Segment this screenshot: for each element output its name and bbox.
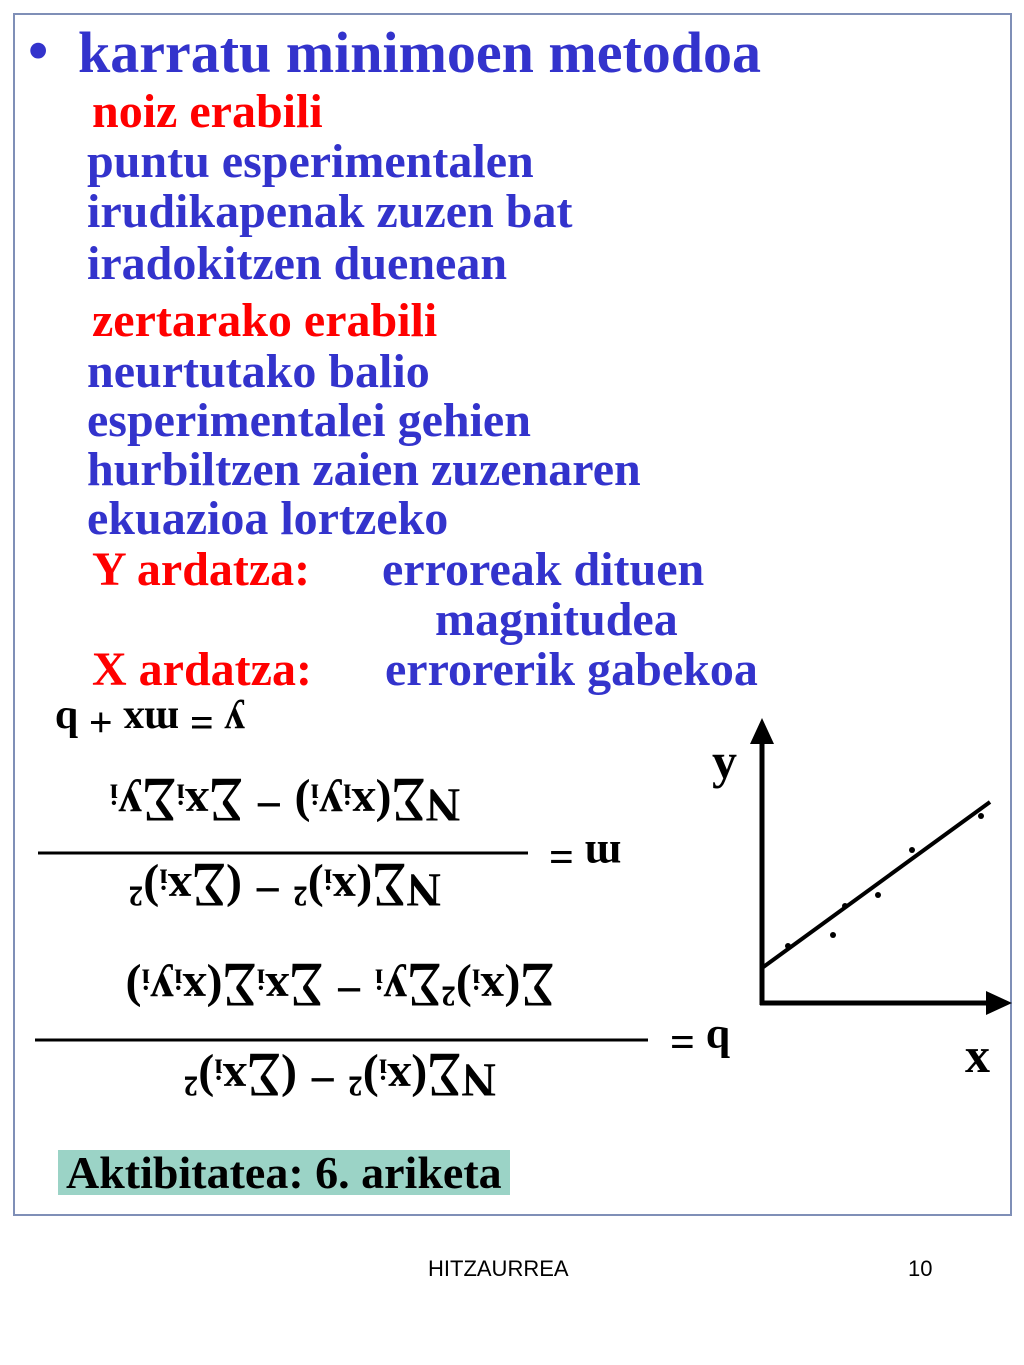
x-axis-label: X ardatza: [92,643,312,696]
activity-label: Aktibitatea: 6. ariketa [58,1150,510,1195]
b-denominator: N∑(xᵢ)² − (∑xᵢ)² [183,1052,497,1106]
slide-title: karratu minimoen metodoa [78,20,762,85]
footer-page-number: 10 [908,1256,933,1281]
graph-point [978,813,984,819]
footer-title: HITZAURREA [428,1256,569,1281]
y-axis-text-2: magnitudea [435,593,678,646]
graph-fit-line [762,802,990,968]
y-axis-label: Y ardatza: [92,543,311,596]
graph-point [875,892,881,898]
m-numerator: N∑(xᵢyᵢ) − ∑xᵢ∑yᵢ [109,777,461,831]
line-equation: y = mx + b [54,698,246,745]
heading-purpose: zertarako erabili [92,294,438,347]
regression-graph [712,710,1020,1090]
b-numerator: ∑(xᵢ)²∑yᵢ − ∑xᵢ∑(xᵢyᵢ) [125,962,555,1016]
purpose-line-1: neurtutako balio [87,345,430,398]
graph-y-label: y [712,733,737,789]
y-axis-text: erroreak dituen [382,543,705,596]
x-axis-text: errorerik gabekoa [385,643,758,696]
when-line-1: puntu esperimentalen [87,135,534,188]
when-line-2: irudikapenak zuzen bat [87,185,573,238]
b-lhs: b = [669,1016,731,1066]
graph-y-arrow [750,718,774,744]
graph-x-arrow [986,991,1012,1015]
graph-point [909,847,915,853]
graph-point [785,943,791,949]
purpose-line-4: ekuazioa lortzeko [87,492,449,545]
graph-point [842,903,848,909]
when-line-3: iradokitzen duenean [87,237,508,290]
graph-point [830,932,836,938]
m-denominator: N∑(xᵢ)² − (∑xᵢ)² [128,862,442,916]
purpose-line-2: esperimentalei gehien [87,394,531,447]
bullet-marker: • [28,18,49,83]
heading-when: noiz erabili [92,85,323,138]
m-lhs: m = [548,831,622,881]
graph-x-label: x [965,1027,990,1083]
purpose-line-3: hurbiltzen zaien zuzenaren [87,443,641,496]
